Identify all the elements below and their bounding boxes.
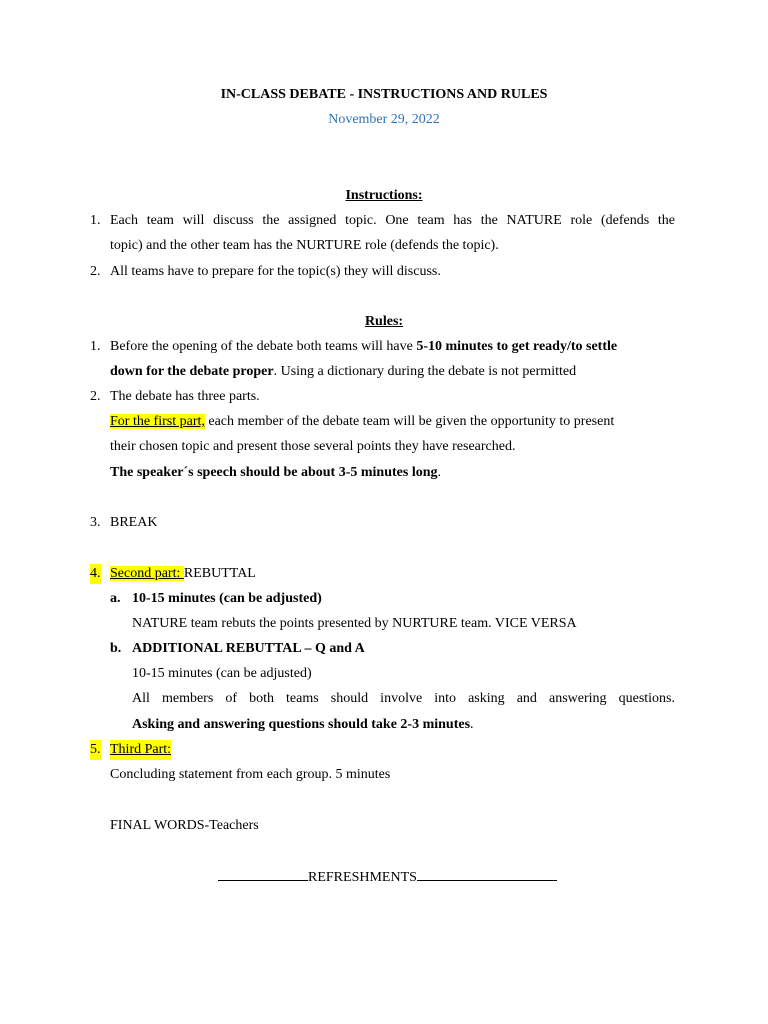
third-part-label: Third Part: — [110, 740, 171, 760]
first-part-line-1 — [110, 412, 614, 432]
instruction-1-line-2: topic) and the other team has the NURTURE role (defends the topic). — [110, 238, 499, 253]
qa-duration-bold: Asking and answering questions should take 2-3 minutes — [132, 717, 471, 732]
rule-number: 3. — [90, 515, 101, 530]
rule-1-line-2 — [110, 362, 576, 382]
rule-2-text: The debate has three parts. — [110, 389, 260, 404]
sub-b-time: 10-15 minutes (can be adjusted) — [132, 666, 312, 681]
final-words: FINAL WORDS-Teachers — [110, 818, 259, 833]
qa-duration-end: . — [470, 717, 474, 732]
instructions-heading: Instructions: — [345, 188, 423, 203]
sub-b-text: All members of both teams should involve into asking and answering questions. — [132, 691, 675, 706]
refreshments-label: REFRESHMENTS — [308, 870, 417, 885]
first-part-line-2: their chosen topic and present those several points they have researched. — [110, 439, 516, 454]
left-rule — [218, 866, 308, 881]
instruction-number: 1. — [90, 213, 101, 228]
third-part-text: Concluding statement from each group. 5 minutes — [110, 767, 391, 782]
speech-duration-end: . — [437, 465, 441, 480]
rule-number: 4. — [90, 564, 101, 584]
rule-1-bold: 5-10 minutes to get ready/to settle — [416, 339, 618, 354]
second-part-text: REBUTTAL — [183, 566, 256, 581]
rules-heading: Rules: — [364, 314, 404, 329]
instruction-2-text: All teams have to prepare for the topic(s) they will discuss. — [110, 264, 441, 279]
rule-number: 2. — [90, 389, 101, 404]
second-part-line — [110, 564, 256, 584]
sub-b-title: ADDITIONAL REBUTTAL – Q and A — [132, 641, 365, 656]
document-date: November 29, 2022 — [328, 112, 440, 127]
sub-b-bold-line — [132, 715, 474, 735]
rule-1-line-1 — [110, 337, 675, 357]
document-title: IN-CLASS DEBATE - INSTRUCTIONS AND RULES — [220, 87, 548, 102]
instruction-1-line-1: Each team will discuss the assigned topic. One team has the NATURE role (defends the — [110, 213, 675, 228]
first-part-label: For the first part, — [110, 414, 205, 429]
sub-letter: b. — [110, 641, 122, 656]
break-text: BREAK — [110, 515, 158, 530]
speech-duration-bold: The speaker´s speech should be about 3-5 minutes long — [110, 465, 438, 480]
sub-a-title: 10-15 minutes (can be adjusted) — [132, 591, 322, 606]
rule-1-text-cont: . Using a dictionary during the debate is not permitted — [273, 364, 577, 379]
sub-a-text: NATURE team rebuts the points presented by NURTURE team. VICE VERSA — [132, 616, 577, 631]
refreshments-line — [218, 866, 557, 888]
rule-number: 5. — [90, 740, 101, 760]
rule-1-bold-cont: down for the debate proper — [110, 364, 274, 379]
sub-letter: a. — [110, 591, 121, 606]
instruction-number: 2. — [90, 264, 101, 279]
second-part-label: Second part: — [110, 566, 184, 581]
rule-number: 1. — [90, 339, 101, 354]
speech-duration — [110, 463, 441, 483]
rule-1-text: Before the opening of the debate both teams will have — [110, 339, 417, 354]
first-part-text: each member of the debate team will be given the opportunity to present — [204, 414, 615, 429]
right-rule — [417, 866, 557, 881]
